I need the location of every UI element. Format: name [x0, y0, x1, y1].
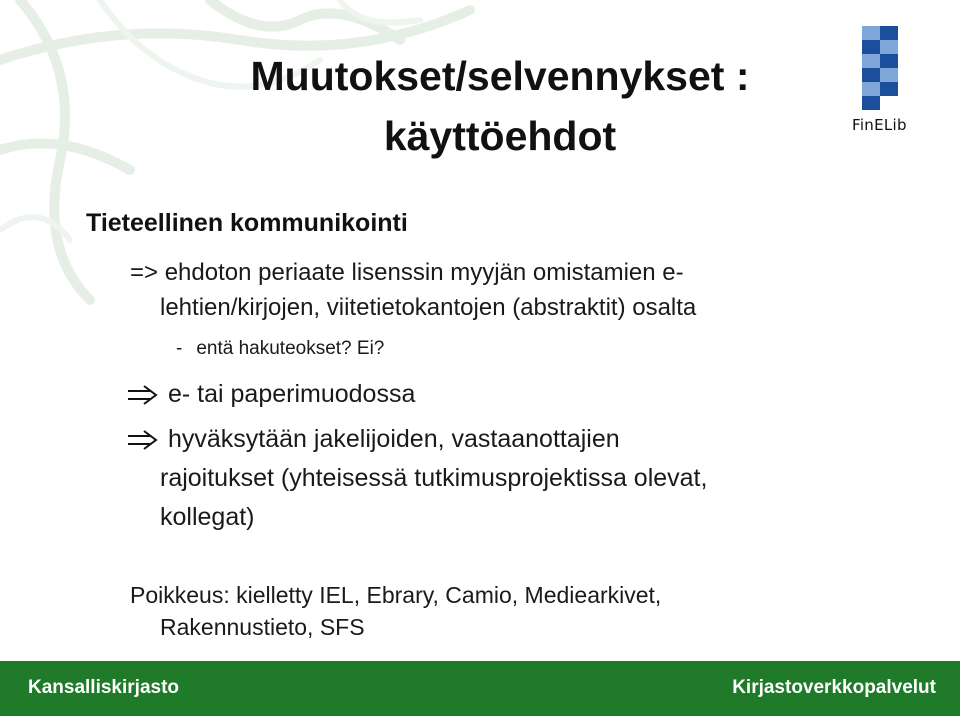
- arrow-bullet-1-text: e- tai paperimuodossa: [168, 380, 416, 408]
- body-line-7: kollegat): [160, 503, 255, 531]
- body-line-3-text: entä hakuteokset? Ei?: [196, 338, 385, 359]
- title-line-1: Muutokset/selvennykset :: [250, 53, 750, 99]
- footer-bar: [0, 661, 960, 716]
- arrow-bullet-2: [128, 425, 620, 454]
- arrow-bullet-1: [128, 380, 415, 409]
- arrow-bullet-2-text: hyväksytään jakelijoiden, vastaanottajien: [168, 425, 620, 453]
- body-line-8: Poikkeus: kielletty IEL, Ebrary, Camio, Mediearkivet,: [130, 582, 662, 608]
- subheading: Tieteellinen kommunikointi: [86, 209, 408, 237]
- body-line-6: rajoitukset (yhteisessä tutkimusprojektissa olevat,: [160, 464, 708, 492]
- footer-left-text: Kansalliskirjasto: [28, 677, 180, 698]
- dash-bullet: -: [176, 338, 183, 359]
- body-line-1: => ehdoton periaate lisenssin myyjän omistamien e-: [130, 259, 684, 286]
- double-arrow-icon: [128, 430, 158, 450]
- body-line-2: lehtien/kirjojen, viitetietokantojen (abstraktit) osalta: [160, 294, 697, 321]
- footer-right-text: Kirjastoverkkopalvelut: [732, 677, 936, 698]
- logo-text: FinELib: [852, 116, 907, 134]
- double-arrow-icon: [128, 385, 158, 405]
- body-line-3: [176, 338, 384, 360]
- title-line-2: käyttöehdot: [383, 113, 617, 159]
- slide-title: [180, 46, 820, 166]
- body-line-9: Rakennustieto, SFS: [160, 614, 365, 640]
